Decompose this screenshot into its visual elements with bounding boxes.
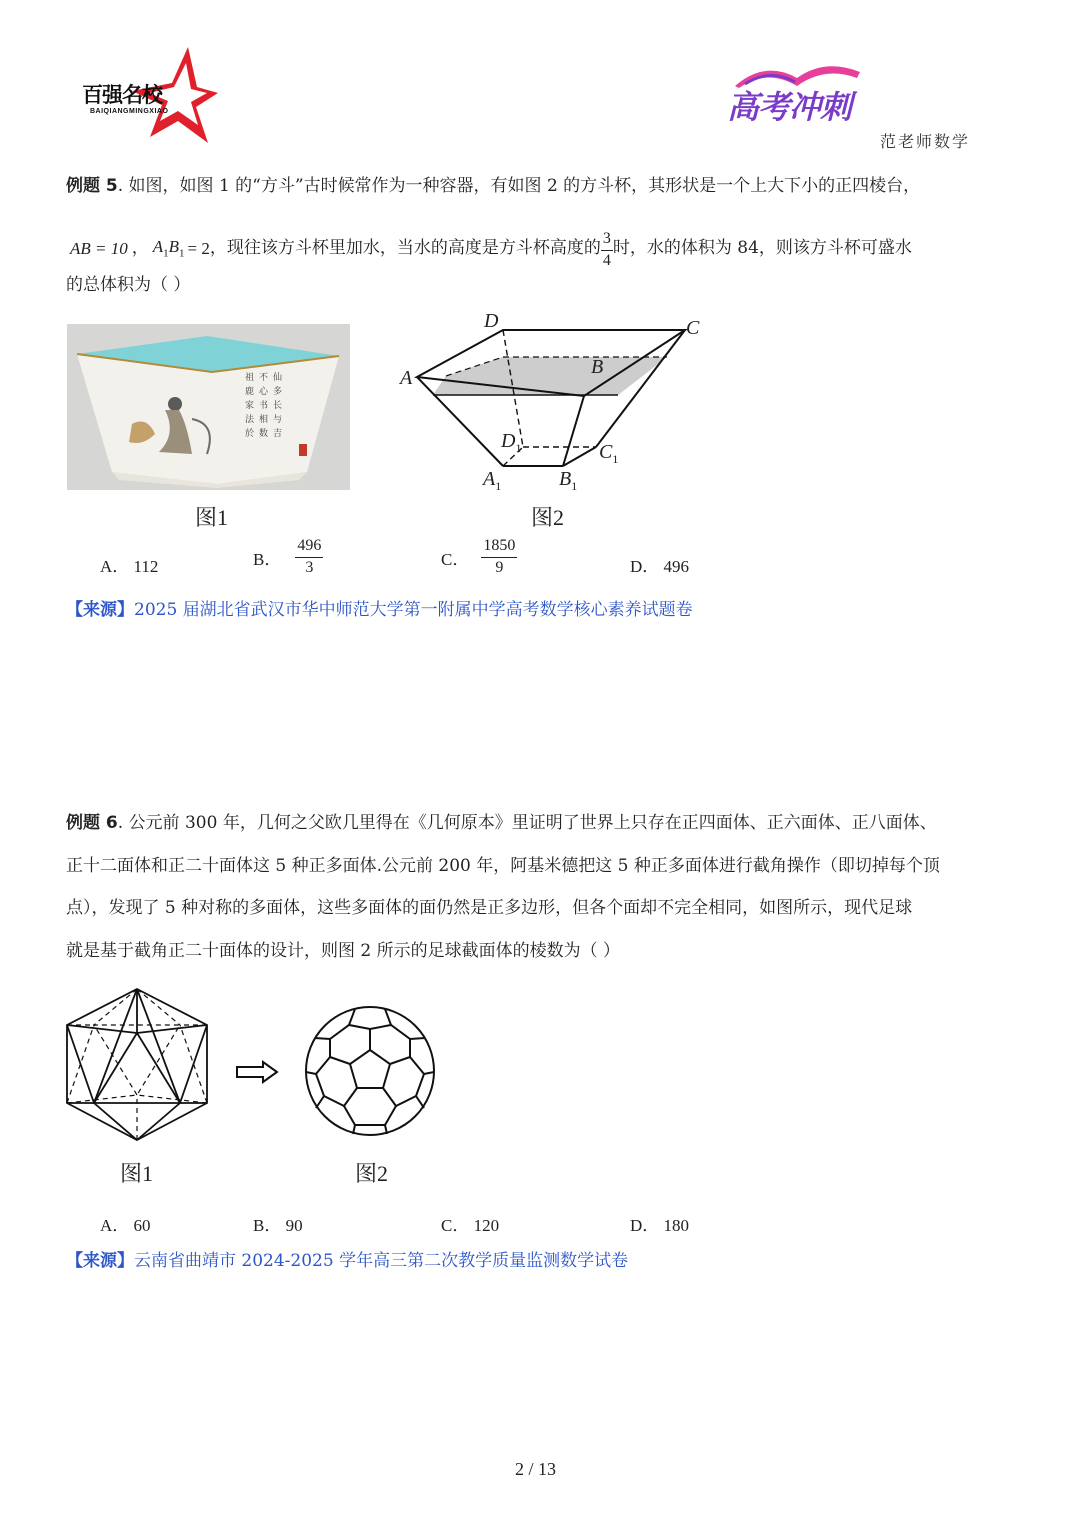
svg-text:於: 於 (245, 429, 255, 439)
q5-source-bracket: 【来源】 (66, 600, 134, 620)
q6-text-line1: . 公元前 300 年，几何之父欧几里得在《几何原本》里证明了世界上只存在正四面体、正六面体、正八面体、 (117, 813, 937, 833)
q6-label: 例题 6 (66, 813, 118, 833)
frac-denominator: 4 (602, 251, 611, 269)
label-D: D (484, 310, 499, 332)
q5-text-line1: . 如图，如图 1 的“方斗”古时候常作为一种容器，有如图 2 的方斗杯，其形状是一个上大下小的正四棱台， (117, 176, 921, 196)
q6-line1 (66, 815, 937, 832)
q5-option-b[interactable] (253, 538, 323, 577)
option-c-label: C． (441, 549, 470, 569)
q5-figure1-photo (67, 324, 350, 490)
option-d-value: 180 (663, 1216, 690, 1235)
q6-figure2-soccer-ball (303, 1004, 437, 1138)
q6-option-a[interactable] (100, 1211, 151, 1236)
q5-a1b1-symbol: $A_1B_1$ (152, 236, 185, 259)
frac-denominator: 3 (305, 558, 314, 576)
teacher-caption: 范老师数学 (880, 132, 971, 151)
option-b-fraction (295, 538, 323, 577)
icosahedron-diagram (62, 985, 212, 1145)
q5-label: 例题 5 (66, 176, 118, 196)
svg-text:仙: 仙 (273, 373, 283, 383)
label-A1: $A_1$ (483, 468, 502, 493)
header-left-logo (70, 45, 220, 145)
square-cup-image (67, 324, 350, 490)
label-B1: $B_1$ (559, 468, 578, 493)
label-C: C (686, 317, 700, 339)
right-logo-text: 高考冲刺 (727, 88, 852, 126)
frac-denominator: 9 (495, 558, 504, 576)
label-C1: $C_1$ (599, 441, 619, 466)
svg-text:心: 心 (259, 387, 269, 397)
option-a-label: A． (100, 557, 130, 576)
q6-line2: 正十二面体和正二十面体这 5 种正多面体.公元前 200 年，阿基米德把这 5 种正多面体进行截角操作（即切掉每个顶 (66, 856, 940, 876)
option-c-fraction (481, 538, 517, 577)
option-a-label: A． (100, 1216, 130, 1235)
q5-ab-equation: AB = 10 (70, 238, 128, 258)
q6-source-bracket: 【来源】 (66, 1251, 134, 1271)
option-b-label: B． (253, 549, 282, 569)
q6-fig1-caption: 图1 (120, 1161, 154, 1186)
svg-text:多: 多 (273, 387, 283, 397)
q5-line1 (66, 178, 920, 195)
q5-option-d[interactable] (630, 552, 689, 577)
left-logo-text: 百强名校 (82, 83, 162, 107)
option-c-value: 120 (473, 1216, 500, 1235)
q6-option-b[interactable] (253, 1211, 303, 1236)
svg-text:相: 相 (259, 415, 269, 425)
svg-text:鹿: 鹿 (245, 387, 255, 397)
q5-line2: AB = 10 ， $A_1B_1$ = 2 ，现往该方斗杯里加水，当水的高度是方斗杯高度的 $\frac{3}{4}$ 时，水的体积为 84，则该方斗杯可盛水 (70, 230, 912, 269)
svg-text:吉: 吉 (273, 429, 283, 439)
svg-text:家: 家 (245, 401, 255, 411)
option-a-value: 112 (133, 557, 159, 576)
q5-source-text: 2025 届湖北省武汉市华中师范大学第一附属中学高考数学核心素养试题卷 (134, 600, 693, 620)
svg-text:法: 法 (245, 415, 255, 425)
q5-option-c[interactable] (441, 538, 517, 577)
label-D1: $D_1$ (501, 430, 522, 455)
q6-option-d[interactable] (630, 1211, 689, 1236)
q6-line4: 就是基于截角正二十面体的设计，则图 2 所示的足球截面体的棱数为（ ） (66, 941, 621, 961)
option-c-label: C． (441, 1216, 470, 1235)
q5-text-line2-end: 时，水的体积为 84，则该方斗杯可盛水 (612, 237, 912, 258)
option-a-value: 60 (133, 1216, 151, 1235)
q5-fraction (601, 231, 613, 270)
q5-a1b1-equation: = 2 (187, 238, 210, 258)
q6-source (66, 1253, 628, 1270)
svg-text:不: 不 (259, 373, 269, 383)
q5-fig2-caption: 图2 (531, 505, 565, 530)
option-d-label: D． (630, 557, 660, 576)
option-d-label: D． (630, 1216, 660, 1235)
svg-text:与: 与 (273, 415, 283, 425)
q5-fig1-caption: 图1 (195, 505, 229, 530)
frac-numerator: 1850 (481, 538, 517, 558)
q6-arrow (235, 1060, 279, 1088)
option-b-label: B． (253, 1216, 282, 1235)
svg-text:数: 数 (259, 429, 269, 439)
svg-text:祖: 祖 (245, 373, 255, 383)
option-b-value: 90 (285, 1216, 303, 1235)
svg-text:长: 长 (273, 401, 283, 411)
option-d-value: 496 (663, 557, 690, 576)
q6-source-text: 云南省曲靖市 2024-2025 学年高三第二次教学质量监测数学试卷 (134, 1251, 629, 1271)
label-A: A (400, 367, 413, 389)
q5-figure2-diagram (395, 308, 725, 498)
q6-option-c[interactable] (441, 1211, 499, 1236)
frac-numerator: 3 (601, 231, 613, 251)
svg-text:书: 书 (259, 401, 269, 411)
q5-source (66, 602, 693, 619)
q6-fig2-caption: 图2 (355, 1161, 389, 1186)
frac-numerator: 496 (295, 538, 323, 558)
label-B: B (591, 356, 604, 378)
page-number: 2 / 13 (515, 1459, 557, 1479)
q5-line3: 的总体积为（ ） (66, 275, 191, 295)
q5-text-line2: ，现往该方斗杯里加水，当水的高度是方斗杯高度的 (209, 237, 601, 258)
q6-figure1-icosahedron (62, 985, 212, 1145)
truncated-icosahedron-diagram (303, 1004, 437, 1138)
right-arrow-icon (235, 1060, 279, 1084)
q5-option-a[interactable] (100, 552, 158, 577)
q6-line3: 点），发现了 5 种对称的多面体，这些多面体的面仍然是正多边形，但各个面却不完全相同，如图所示，现代足球 (66, 898, 913, 918)
left-logo-subtitle: BAIQIANGMINGXIAO (90, 108, 169, 115)
header-right-logo (725, 58, 875, 128)
